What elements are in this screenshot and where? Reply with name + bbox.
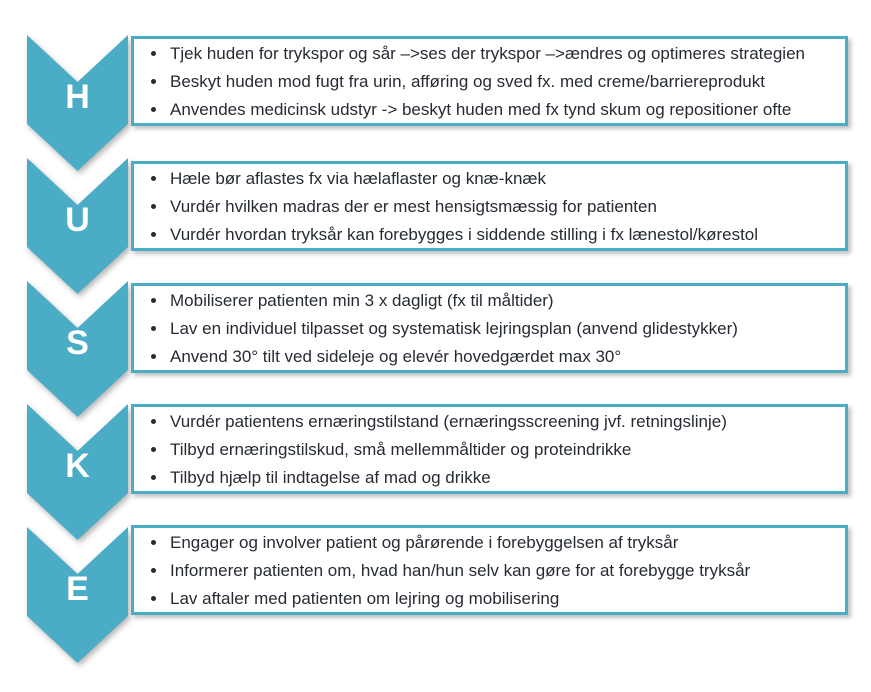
bullet-list (134, 39, 845, 124)
chevron-letter: H (65, 78, 90, 116)
bullet-item: • Mobiliserer patienten min 3 x dagligt (fx til måltider) (168, 287, 841, 315)
bullet-item: • Engager og involver patient og pårørende i forebyggelsen af tryksår (168, 529, 841, 557)
bullet-item: • Anvendes medicinsk udstyr -> beskyt huden med fx tynd skum og repositioner ofte (168, 96, 841, 124)
bullet-list (134, 286, 845, 371)
bullet-item: • Tilbyd ernæringstilskud, små mellemmåltider og proteindrikke (168, 436, 841, 464)
bullet-item: • Lav en individuel tilpasset og systematisk lejringsplan (anvend glidestykker) (168, 315, 841, 343)
chevron-letter: E (66, 570, 89, 608)
bullet-item: • Hæle bør aflastes fx via hælaflaster og knæ-knæk (168, 165, 841, 193)
bullet-box (131, 283, 848, 373)
bullet-box (131, 404, 848, 494)
bullet-item: • Tilbyd hjælp til indtagelse af mad og drikke (168, 464, 841, 492)
bullet-box (131, 525, 848, 615)
bullet-item: • Beskyt huden mod fugt fra urin, afføring og sved fx. med creme/barriereprodukt (168, 68, 841, 96)
bullet-item: • Vurdér patientens ernæringstilstand (ernæringsscreening jvf. retningslinje) (168, 408, 841, 436)
chevron-letter: K (65, 447, 90, 485)
bullet-box (131, 161, 848, 251)
bullet-box (131, 36, 848, 126)
bullet-item: • Tjek huden for trykspor og sår –>ses der trykspor –>ændres og optimeres strategien (168, 40, 841, 68)
chevron-down-arrow (27, 158, 128, 294)
bullet-list (134, 407, 845, 492)
chevron-down-arrow (27, 281, 128, 417)
chevron-down-arrow (27, 404, 128, 540)
chevron-letter: U (65, 201, 90, 239)
bullet-list (134, 164, 845, 249)
bullet-item: • Vurdér hvordan tryksår kan forebygges i siddende stilling i fx lænestol/kørestol (168, 221, 841, 249)
bullet-item: • Anvend 30° tilt ved sideleje og elevér hovedgærdet max 30° (168, 343, 841, 371)
chevron-down-arrow (27, 35, 128, 171)
chevron-down-arrow (27, 527, 128, 663)
bullet-item: • Lav aftaler med patienten om lejring og mobilisering (168, 585, 841, 613)
bullet-item: • Vurdér hvilken madras der er mest hensigtsmæssig for patienten (168, 193, 841, 221)
chevron-letter: S (66, 324, 89, 362)
bullet-list (134, 528, 845, 613)
bullet-item: • Informerer patienten om, hvad han/hun selv kan gøre for at forebygge tryksår (168, 557, 841, 585)
